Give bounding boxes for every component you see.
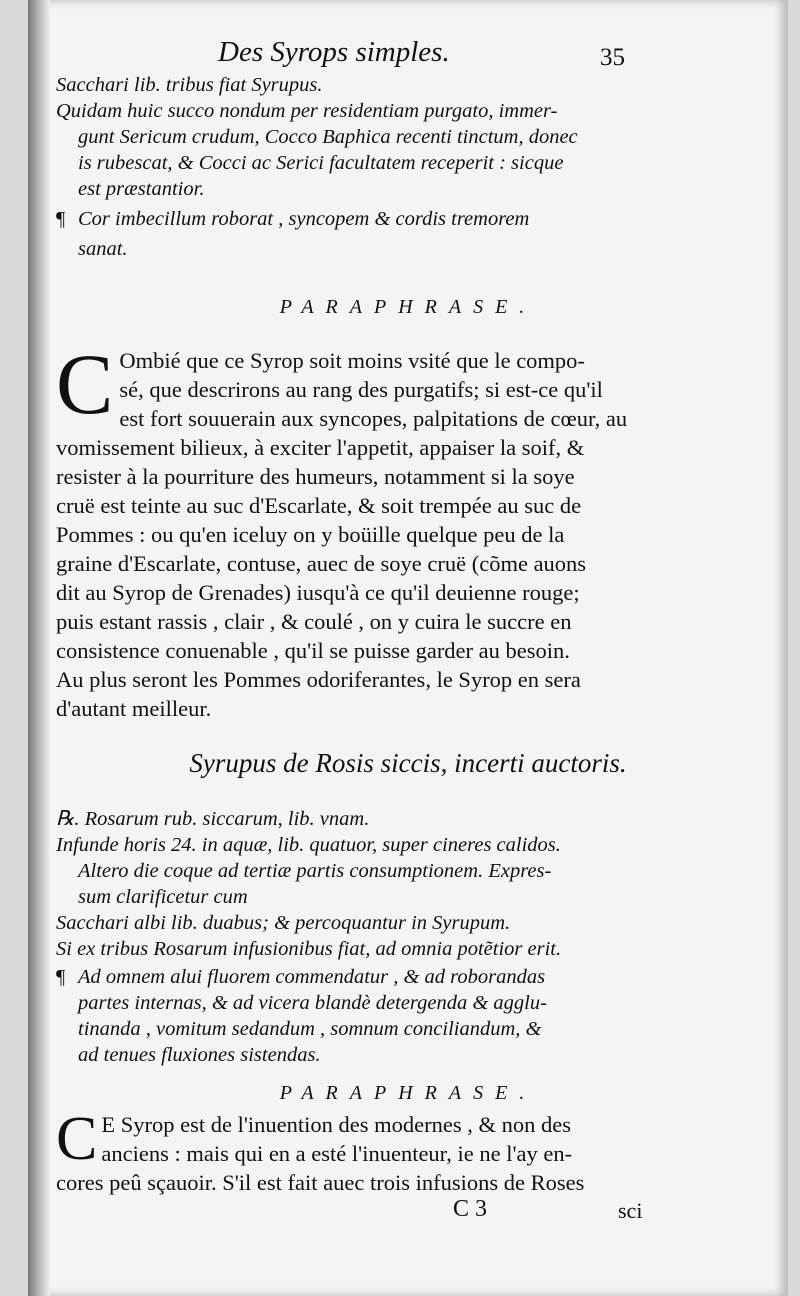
virtue-line: ¶ Ad omnem alui fluorem commendatur , & ad roborandas xyxy=(56,966,546,988)
virtue-line: tinanda , vomitum sedandum , somnum conciliandum, & xyxy=(78,1018,542,1040)
recipe-line: Quidam huic succo nondum per residentiam purgato, immer- xyxy=(56,100,558,122)
virtue-line: partes internas, & ad vicera blandè detergenda & agglu- xyxy=(78,992,547,1014)
recipe-line: est præstantior. xyxy=(78,178,205,200)
drop-cap: C xyxy=(56,1105,98,1173)
text-line: dit au Syrop de Grenades) iusqu'à ce qu'il deuienne rouge; xyxy=(56,580,580,605)
recipe-line: Infunde horis 24. in aquæ, lib. quatuor, super cineres calidos. xyxy=(56,834,561,856)
text-line: d'autant meilleur. xyxy=(56,696,212,721)
text-line: anciens : mais qui en a esté l'inuenteur, ie ne l'ay en- xyxy=(101,1141,573,1166)
recipe-line: ℞. Rosarum rub. siccarum, lib. vnam. xyxy=(56,808,370,830)
recipe-line: gunt Sericum crudum, Cocco Baphica recenti tinctum, donec xyxy=(78,126,578,148)
virtue-line: ad tenues fluxiones sistendas. xyxy=(78,1044,321,1066)
text-line: est fort souuerain aux syncopes, palpitations de cœur, au xyxy=(119,406,628,431)
recipe-line: Sacchari albi lib. duabus; & percoquantur in Syrupum. xyxy=(56,912,511,934)
text-line: sé, que descrirons au rang des purgatifs; si est-ce qu'il xyxy=(119,377,603,402)
top-recipe xyxy=(56,72,656,262)
pilcrow-mark: ¶ xyxy=(56,208,66,230)
recipe-rosis xyxy=(56,806,672,1068)
recipe-title: Syrupus de Rosis siccis, incerti auctoris. xyxy=(189,748,627,778)
text-line: Pommes : ou qu'en iceluy on y boüille quelque peu de la xyxy=(56,522,565,547)
text-line: E Syrop est de l'inuention des modernes , & non des xyxy=(101,1112,571,1137)
paraphrase-body xyxy=(56,336,668,723)
paraphrase-heading: PARAPHRASE. xyxy=(279,1082,537,1104)
paraphrase-heading: PARAPHRASE. xyxy=(279,296,537,318)
text-line: Ombié que ce Syrop soit moins vsité que le compo- xyxy=(119,348,585,373)
paraphrase-body xyxy=(56,1105,672,1197)
text-line: consistence conuenable , qu'il se puisse garder au besoin. xyxy=(56,638,570,663)
virtue-line: ¶ Cor imbecillum roborat , syncopem & cordis tremorem xyxy=(56,208,530,230)
recipe-line: Sacchari lib. tribus fiat Syrupus. xyxy=(56,74,323,96)
text-line: puis estant rassis , clair , & coulé , on y cuira le succre en xyxy=(56,609,572,634)
running-head: Des Syrops simples. xyxy=(218,36,450,68)
text-line: cores peû sçauoir. S'il est fait auec trois infusions de Roses xyxy=(56,1170,585,1195)
text-line: vomissement bilieux, à exciter l'appetit, appaiser la soif, & xyxy=(56,435,585,460)
catchword: sci xyxy=(618,1198,643,1223)
drop-cap: C xyxy=(56,336,114,432)
recipe-line: Altero die coque ad tertiæ partis consumptionem. Expres- xyxy=(78,860,552,882)
page-number: 35 xyxy=(600,44,625,71)
text-line: resister à la pourriture des humeurs, notamment si la soye xyxy=(56,464,575,489)
recipe-line: sum clarificetur cum xyxy=(78,886,248,908)
recipe-line: Si ex tribus Rosarum infusionibus fiat, ad omnia potẽtior erit. xyxy=(56,938,562,960)
pilcrow-mark: ¶ xyxy=(56,966,66,988)
text-line: cruë est teinte au suc d'Escarlate, & soit trempée au suc de xyxy=(56,493,582,518)
recipe-line: is rubescat, & Cocci ac Serici facultatem receperit : sicque xyxy=(78,152,564,174)
signature-mark: C 3 xyxy=(453,1196,488,1222)
virtue-line: sanat. xyxy=(78,238,128,260)
book-page xyxy=(28,0,788,1296)
text-line: Au plus seront les Pommes odoriferantes, le Syrop en sera xyxy=(56,667,581,692)
text-line: graine d'Escarlate, contuse, auec de soye cruë (cõme auons xyxy=(56,551,587,576)
